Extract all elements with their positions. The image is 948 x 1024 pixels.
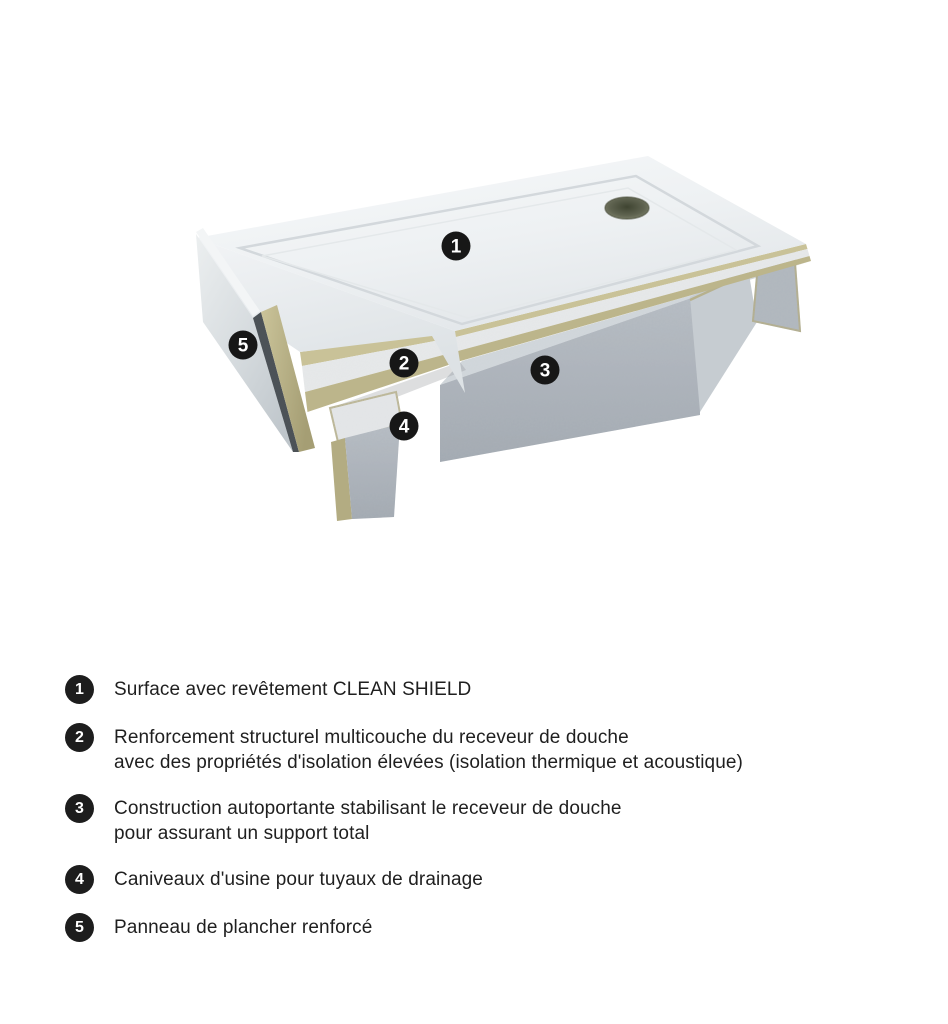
legend-text-1 — [114, 675, 471, 702]
callout-1 — [442, 232, 471, 261]
legend-text-4-line-1: Caniveaux d'usine pour tuyaux de drainage — [114, 869, 483, 890]
callout-3 — [531, 356, 560, 385]
legend — [65, 675, 895, 961]
callout-2 — [390, 349, 419, 378]
legend-text-2-line-2: avec des propriétés d'isolation élevées (isolation thermique et acoustique) — [114, 752, 743, 773]
legend-item-1 — [65, 675, 895, 704]
legend-text-3-line-1: Construction autoportante stabilisant le receveur de douche — [114, 798, 622, 819]
legend-badge-4-number: 4 — [75, 870, 84, 888]
legend-item-3 — [65, 794, 895, 846]
svg-text:3: 3 — [539, 360, 551, 382]
legend-text-1-line-1: Surface avec revêtement CLEAN SHIELD — [114, 679, 472, 700]
callout-5 — [229, 331, 258, 360]
svg-text:2: 2 — [398, 353, 410, 375]
legend-badge-3 — [65, 794, 94, 823]
legend-text-2-line-1: Renforcement structurel multicouche du receveur de douche — [114, 727, 629, 748]
legend-badge-1-number: 1 — [75, 680, 84, 698]
legend-badge-4 — [65, 865, 94, 894]
front-leg-front-face — [345, 424, 400, 519]
legend-text-5 — [114, 913, 372, 940]
svg-text:4: 4 — [398, 416, 410, 438]
legend-badge-3-number: 3 — [75, 799, 84, 817]
legend-text-4 — [114, 865, 483, 892]
callout-4 — [390, 412, 419, 441]
legend-text-3 — [114, 794, 622, 846]
svg-text:1: 1 — [450, 236, 462, 258]
legend-badge-5-number: 5 — [75, 918, 84, 936]
legend-text-2 — [114, 723, 743, 775]
legend-text-3-line-2: pour assurant un support total — [114, 823, 370, 844]
svg-text:5: 5 — [237, 335, 249, 357]
legend-badge-2 — [65, 723, 94, 752]
legend-badge-1 — [65, 675, 94, 704]
legend-text-5-line-1: Panneau de plancher renforcé — [114, 917, 373, 938]
legend-badge-2-number: 2 — [75, 728, 84, 746]
legend-badge-5 — [65, 913, 94, 942]
legend-item-5 — [65, 913, 895, 942]
legend-item-2 — [65, 723, 895, 775]
legend-item-4 — [65, 865, 895, 894]
